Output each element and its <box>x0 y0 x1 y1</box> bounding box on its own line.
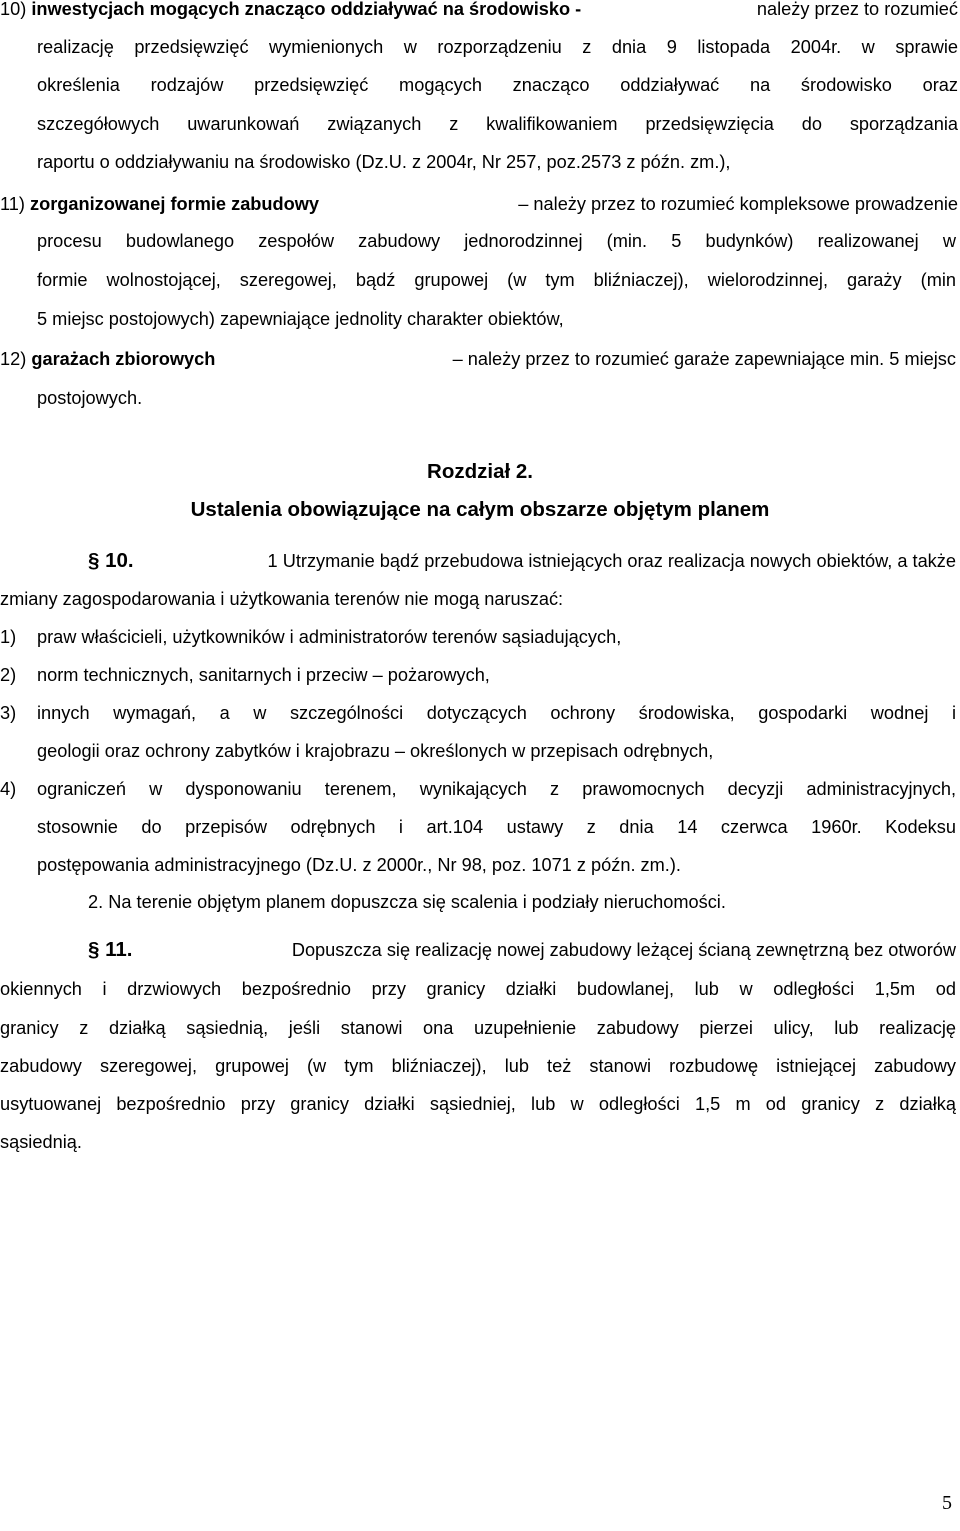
item-10-line-3: określenia rodzajów przedsięwzięć mogących znacząco oddziaływać na środowisko oraz <box>37 75 958 95</box>
par-10-point-3-line-2: geologii oraz ochrony zabytków i krajobrazu – określonych w przepisach odrębnych, <box>37 741 714 761</box>
item-12-term: garażach zbiorowych <box>31 349 216 369</box>
point-text: norm technicznych, sanitarnych i przeciw – pożarowych, <box>37 665 490 685</box>
item-10-number: 10) <box>0 0 27 19</box>
par-11-line-2: okiennych i drzwiowych bezpośrednio przy granicy działki budowlanej, lub w odległości 1,5m od <box>0 979 956 999</box>
par-10-line-1-text: 1 Utrzymanie bądź przebudowa istniejących oraz realizacja nowych obiektów, a także <box>267 551 956 571</box>
point-number: 4) <box>0 779 17 799</box>
par-11-line-3: granicy z działką sąsiednią, jeśli stanowi ona uzupełnienie zabudowy pierzei ulicy, lub realizację <box>0 1018 956 1038</box>
item-11-line-2: procesu budowlanego zespołów zabudowy jednorodzinnej (min. 5 budynków) realizowanej w <box>37 231 956 251</box>
par-10-line-2: zmiany zagospodarowania i użytkowania terenów nie mogą naruszać: <box>0 589 564 609</box>
par-11-line-4: zabudowy szeregowej, grupowej (w tym bliźniaczej), lub też stanowi rozbudowę istniejącej zabudowy <box>0 1056 956 1076</box>
item-10-line-4: szczegółowych uwarunkowań związanych z kwalifikowaniem przedsięwzięcia do sporządzania <box>37 114 958 134</box>
item-12-line-2: postojowych. <box>37 388 143 408</box>
point-number: 2) <box>0 665 17 685</box>
item-10-line-1-rest: należy przez to rozumieć <box>756 0 958 19</box>
par-10-point-4-line-2: stosownie do przepisów odrębnych i art.104 ustawy z dnia 14 czerwca 1960r. Kodeksu <box>37 817 956 837</box>
item-12-line-1-rest: – należy przez to rozumieć garaże zapewniające min. 5 miejsc <box>452 349 956 369</box>
item-11-line-1-rest: – należy przez to rozumieć kompleksowe prowadzenie <box>518 194 958 214</box>
item-11-term: zorganizowanej formie zabudowy <box>30 194 320 214</box>
par-10-section-2: 2. Na terenie objętym planem dopuszcza się scalenia i podziały nieruchomości. <box>88 892 726 912</box>
chapter-title: Rozdział 2. <box>427 460 533 483</box>
point-number: 3) <box>0 703 17 723</box>
item-10-line-1 <box>0 0 958 22</box>
item-11-line-3: formie wolnostojącej, szeregowej, bądź grupowej (w tym bliźniaczej), wielorodzinnej, garaży (min <box>37 270 956 290</box>
par-10-point-4-line-3: postępowania administracyjnego (Dz.U. z 2000r., Nr 98, poz. 1071 z późn. zm.). <box>37 855 681 875</box>
par-11-line-1 <box>88 937 956 963</box>
par-11-line-1-text: Dopuszcza się realizację nowej zabudowy leżącej ścianą zewnętrzną bez otworów <box>291 940 956 960</box>
page-number: 5 <box>942 1492 952 1514</box>
par-10-point-3-line-1: innych wymagań, a w szczególności dotyczących ochrony środowiska, gospodarki wodnej i <box>37 703 956 723</box>
item-10-line-2: realizację przedsięwzięć wymienionych w rozporządzeniu z dnia 9 listopada 2004r. w sprawie <box>37 37 958 57</box>
item-10-term: inwestycjach mogących znacząco oddziaływać na środowisko - <box>31 0 582 19</box>
item-10-line-5: raportu o oddziaływaniu na środowisko (Dz.U. z 2004r, Nr 257, poz.2573 z późn. zm.), <box>37 152 731 172</box>
item-12-number: 12) <box>0 349 27 369</box>
item-11-line-4: 5 miejsc postojowych) zapewniające jednolity charakter obiektów, <box>37 309 564 329</box>
point-text: praw właścicieli, użytkowników i administratorów terenów sąsiadujących, <box>37 627 622 647</box>
item-11-number: 11) <box>0 194 25 214</box>
par-10-point-4-line-1: ograniczeń w dysponowaniu terenem, wynikających z prawomocnych decyzji administracyjnych, <box>37 779 956 799</box>
point-number: 1) <box>0 627 17 647</box>
par-10-line-1 <box>88 548 956 574</box>
par-11-line-6: sąsiednią. <box>0 1132 82 1152</box>
par-11-sign: § 11. <box>88 938 133 961</box>
chapter-subtitle: Ustalenia obowiązujące na całym obszarze objętym planem <box>190 498 770 521</box>
item-12-line-1 <box>0 346 956 372</box>
item-11-line-1 <box>0 191 958 217</box>
par-11-line-5: usytuowanej bezpośrednio przy granicy działki sąsiedniej, lub w odległości 1,5 m od granicy z działką <box>0 1094 956 1114</box>
par-10-sign: § 10. <box>88 549 134 572</box>
